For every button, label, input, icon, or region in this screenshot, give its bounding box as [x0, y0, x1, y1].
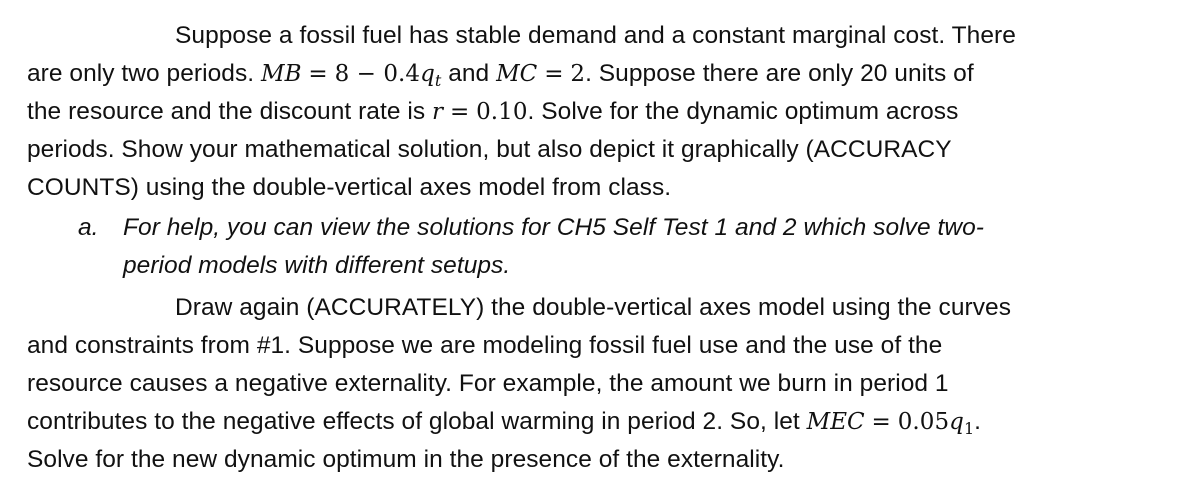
problem2-line-4 — [27, 407, 981, 444]
mb-expression: 8 − 0.4 — [334, 61, 421, 87]
mec-q-variable: q — [949, 409, 964, 435]
mc-symbol: MC — [496, 61, 538, 87]
problem1-text: . Suppose there are only 20 units of — [585, 60, 974, 87]
hint-line-1 — [78, 213, 99, 243]
mb-q-subscript: t — [434, 71, 442, 90]
equals-sign: = — [449, 99, 470, 125]
mb-q-variable: q — [420, 61, 435, 87]
problem1-text: and — [448, 60, 490, 87]
r-symbol: r — [432, 99, 444, 125]
problem1-line-4: periods. Show your mathematical solution, but also depict it graphically (ACCURACY — [27, 136, 952, 163]
mb-symbol: MB — [260, 61, 302, 87]
problem2-line-1: Draw again (ACCURATELY) the double-vertical axes model using the curves — [175, 294, 1011, 321]
problem2-line-5: Solve for the new dynamic optimum in the presence of the externality. — [27, 446, 785, 473]
problem1-line-2 — [27, 59, 974, 96]
problem1-line-1: Suppose a fossil fuel has stable demand and a constant marginal cost. There — [175, 22, 1016, 49]
equals-sign: = — [308, 61, 328, 87]
list-marker: a. — [78, 214, 99, 241]
r-value: 0.10 — [476, 99, 528, 125]
problem2-line-2: and constraints from #1. Suppose we are modeling fossil fuel use and the use of the — [27, 332, 943, 359]
period: . — [974, 408, 982, 435]
problem1-line-3 — [27, 97, 958, 127]
problem1-line-5: COUNTS) using the double-vertical axes model from class. — [27, 174, 672, 201]
problem1-text: are only two periods. — [27, 60, 255, 87]
problem1-text: . Solve for the dynamic optimum across — [527, 98, 959, 125]
mc-value: 2 — [570, 61, 586, 87]
mec-coefficient: 0.05 — [897, 409, 950, 435]
equals-sign: = — [871, 409, 891, 435]
hint-text-1: For help, you can view the solutions for CH5 Self Test 1 and 2 which solve two- — [123, 214, 984, 241]
mec-symbol: MEC — [806, 409, 865, 435]
problem1-text: the resource and the discount rate is — [27, 98, 426, 125]
equals-sign: = — [544, 61, 564, 87]
hint-text-2: period models with different setups. — [123, 252, 511, 279]
problem2-line-3: resource causes a negative externality. For example, the amount we burn in period 1 — [27, 370, 949, 397]
problem2-text: contributes to the negative effects of global warming in period 2. So, let — [27, 408, 800, 435]
mec-q-subscript: 1 — [963, 419, 975, 438]
